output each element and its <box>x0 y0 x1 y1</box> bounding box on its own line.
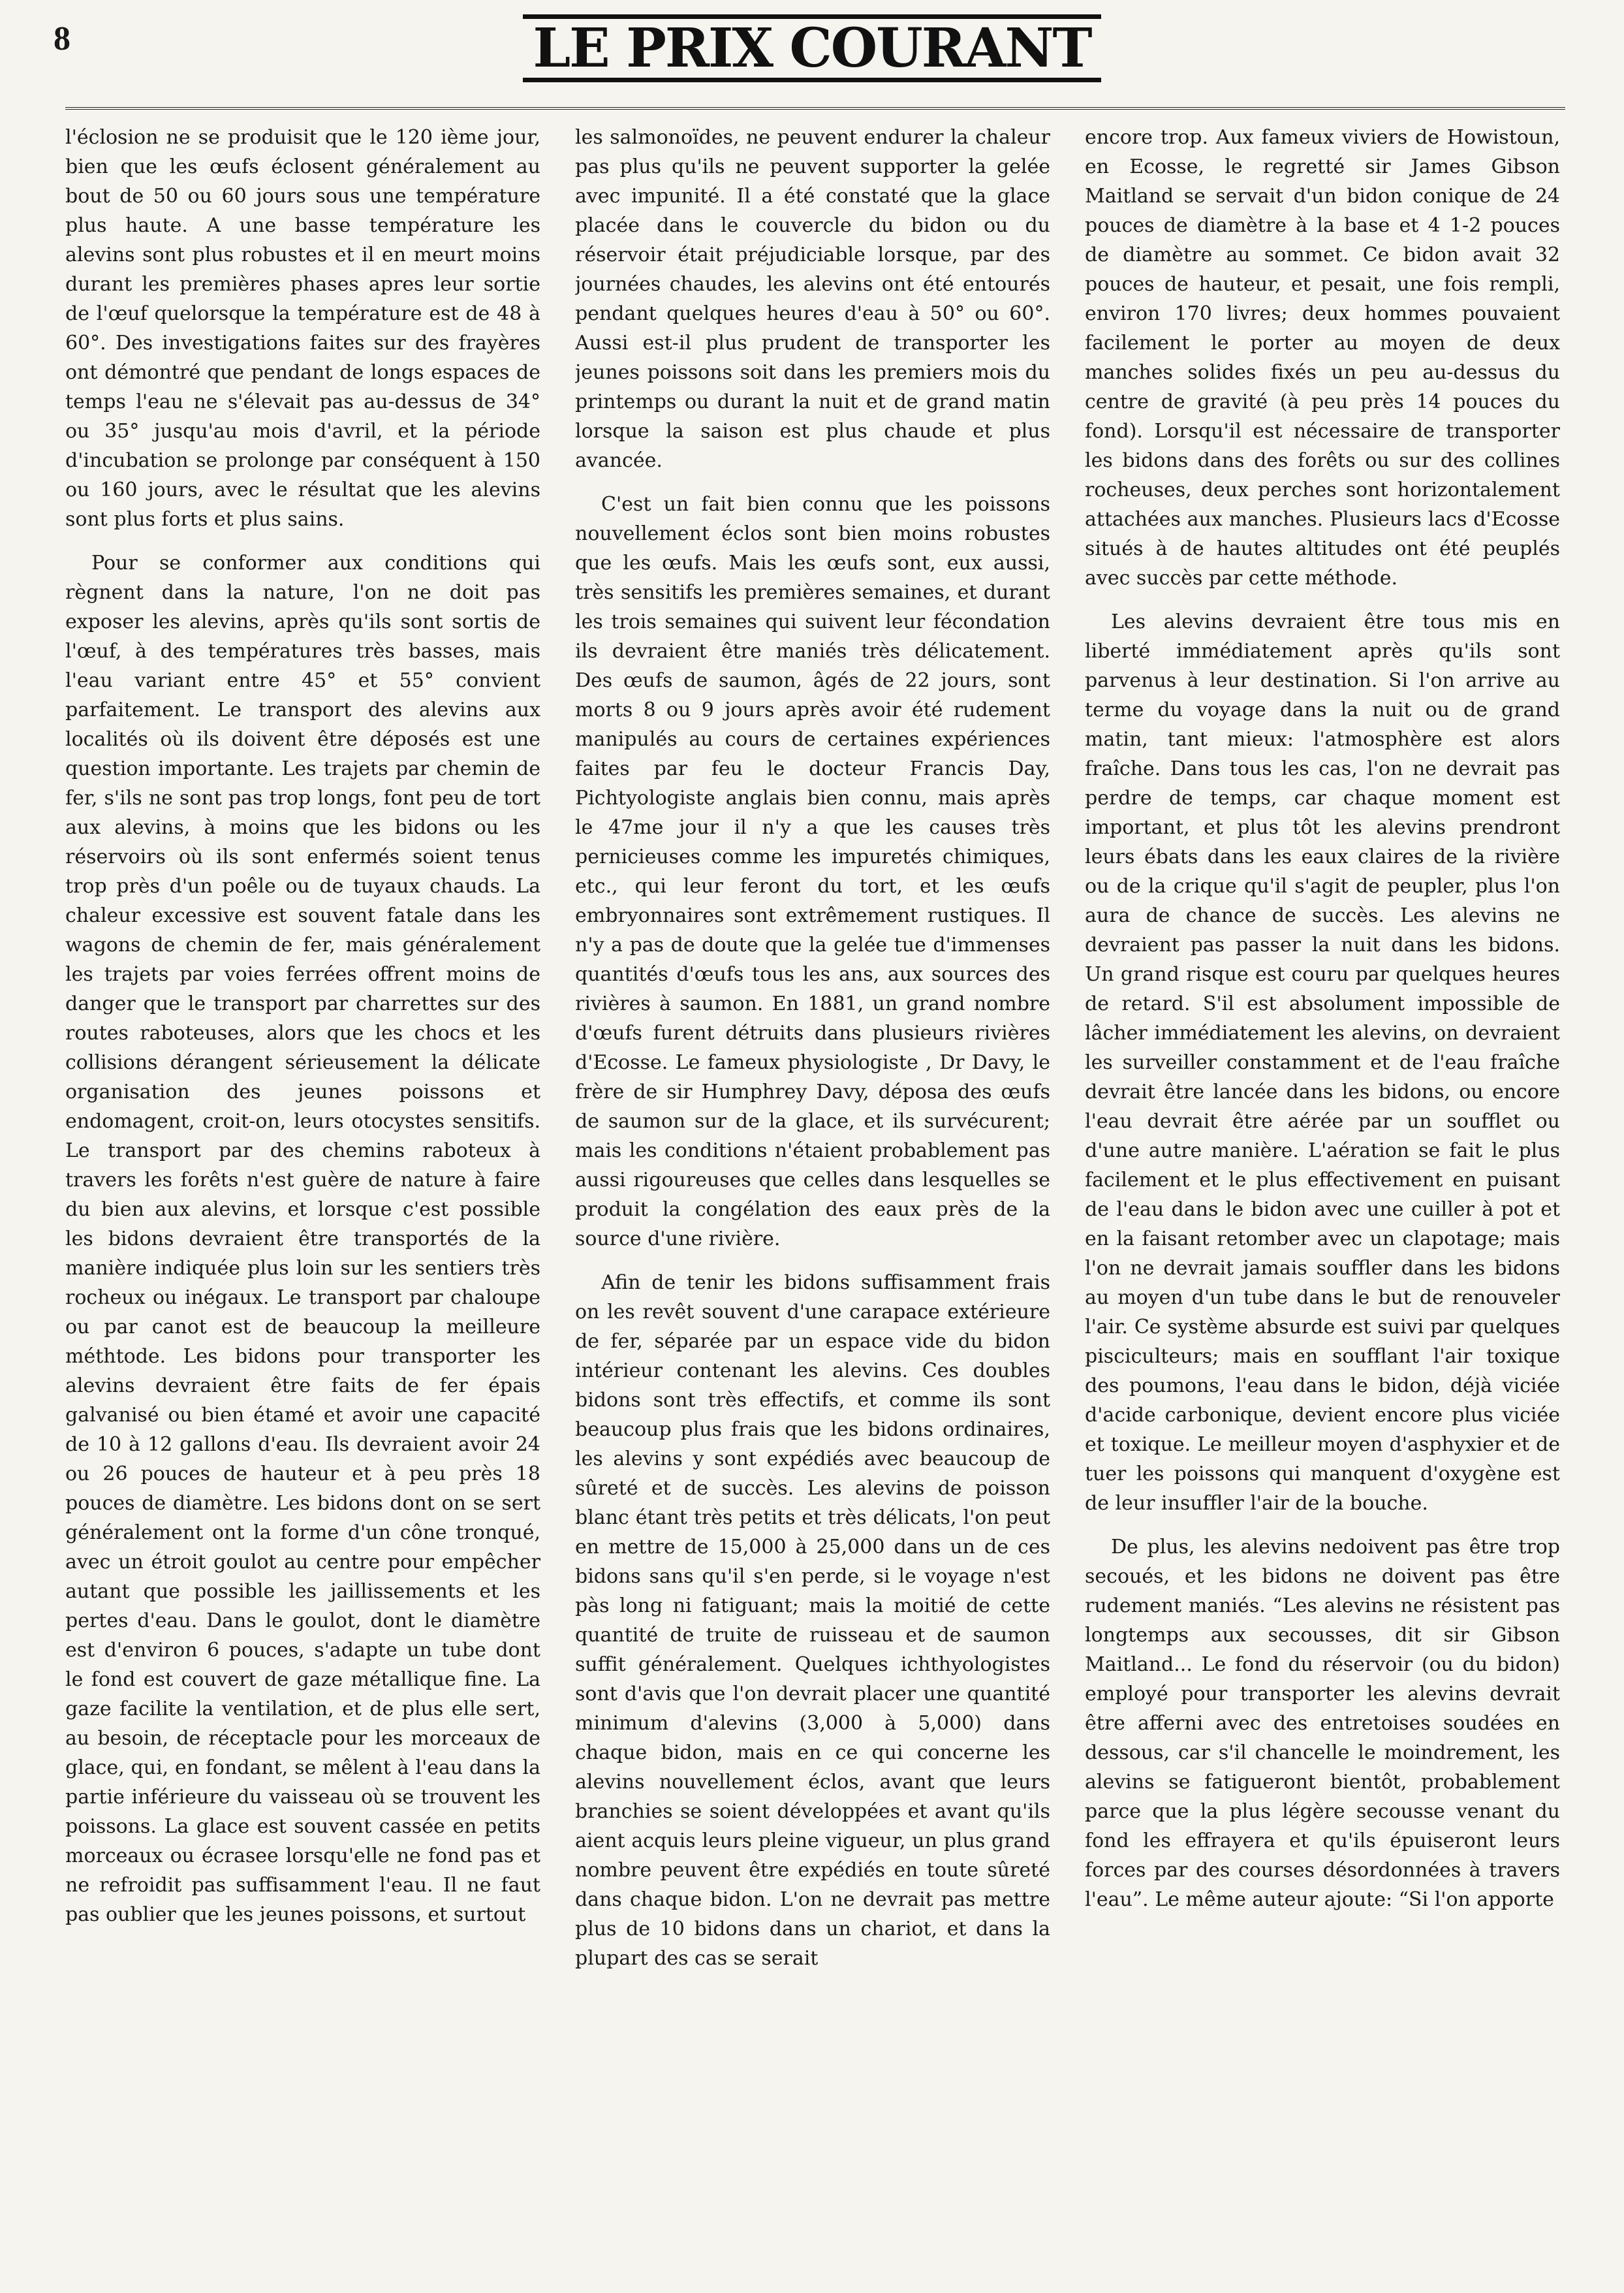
paragraph: De plus, les alevins nedoivent pas être trop secoués, et les bidons ne doivent pas être rudement maniés. “Les alevins ne résistent pas longtemps aux secousses, dit sir Gibson Maitland... Le fond du réservoir (ou du bidon) employé pour transporter les alevins devrait être afferni avec des entretoises soudées en dessous, car s'il chancelle le moindrement, les alevins se fatigueront bientôt, probablement parce que la plus légère secousse venant du fond les effrayera et qu'ils épuiseront leurs forces par des courses désordonnées à travers l'eau”. Le même auteur ajoute: “Si l'on apporte <box>1085 1536 1560 1911</box>
column-1 <box>65 123 540 2277</box>
masthead <box>0 14 1624 82</box>
header-rule <box>65 107 1565 110</box>
article-body <box>65 123 1560 2277</box>
paragraph: Pour se conformer aux conditions qui règnent dans la nature, l'on ne doit pas exposer les alevins, après qu'ils sont sortis de l'œuf, à des températures très basses, mais l'eau variant entre 45° et 55° convient parfaitement. Le transport des alevins aux localités où ils doivent être déposés est une question importante. Les trajets par chemin de fer, s'ils ne sont pas trop longs, font peu de tort aux alevins, à moins que les bidons ou les réservoirs où ils sont enfermés soient tenus trop près d'un poêle ou de tuyaux chauds. La chaleur excessive est souvent fatale dans les wagons de chemin de fer, mais généralement les trajets par voies ferrées offrent moins de danger que le transport par charrettes sur des routes raboteuses, alors que les chocs et les collisions dérangent sérieusement la délicate organisation des jeunes poissons et endomagent, croit-on, leurs otocystes sensitifs. Le transport par des chemins raboteux à travers les forêts n'est guère de nature à faire du bien aux alevins, et lorsque c'est possible les bidons devraient être transportés de la manière indiquée plus loin sur les sentiers très rocheux ou inégaux. Le transport par chaloupe ou par canot est de beaucoup la meilleure méthtode. Les bidons pour transporter les alevins devraient être faits de fer épais galvanisé ou bien étamé et avoir une capacité de 10 à 12 gallons d'eau. Ils devraient avoir 24 ou 26 pouces de hauteur et à peu près 18 pouces de diamètre. Les bidons dont on se sert généralement ont la forme d'un cône tronqué, avec un étroit goulot au centre pour empêcher autant que possible les jaillissements et les pertes d'eau. Dans le goulot, dont le diamètre est d'environ 6 pouces, s'adapte un tube dont le fond est couvert de gaze métallique fine. La gaze facilite la ventilation, et de plus elle sert, au besoin, de réceptacle pour les morceaux de glace, qui, en fondant, se mêlent à l'eau dans la partie inférieure du vaisseau où se trouvent les poissons. La glace est souvent cassée en petits morceaux ou écrasee lorsqu'elle ne fond pas et ne refroidit pas suffisamment l'eau. Il ne faut pas oublier que les jeunes poissons, et surtout <box>65 552 540 1926</box>
paragraph: C'est un fait bien connu que les poissons nouvellement éclos sont bien moins robustes que les œufs. Mais les œufs sont, eux aussi, très sensitifs les premières semaines, et durant les trois semaines qui suivent leur fécondation ils devraient être maniés très délicatement. Des œufs de saumon, âgés de 22 jours, sont morts 8 ou 9 jours après avoir été rudement manipulés au cours de certaines expériences faites par feu le docteur Francis Day, Pichtyologiste anglais bien connu, mais après le 47me jour il n'y a que les causes très pernicieuses comme les impuretés chimiques, etc., qui leur feront du tort, et les œufs embryonnaires sont extrêmement rustiques. Il n'y a pas de doute que la gelée tue d'immenses quantités d'œufs tous les ans, aux sources des rivières à saumon. En 1881, un grand nombre d'œufs furent détruits dans plusieurs rivières d'Ecosse. Le fameux physiologiste , Dr Davy, le frère de sir Humphrey Davy, déposa des œufs de saumon sur de la glace, et ils survécurent; mais les conditions n'étaient probablement pas aussi rigoureuses que celles dans lesquelles se produit la congélation des eaux près de la source d'une rivière. <box>575 493 1050 1250</box>
column-2 <box>575 123 1050 2277</box>
masthead-logo: LE PRIX COURANT <box>523 14 1102 82</box>
paragraph: encore trop. Aux fameux viviers de Howistoun, en Ecosse, le regretté sir James Gibson Maitland se servait d'un bidon conique de 24 pouces de diamètre à la base et 4 1-2 pouces de diamètre au sommet. Ce bidon avait 32 pouces de hauteur, et pesait, une fois rempli, environ 170 livres; deux hommes pouvaient facilement le porter au moyen de deux manches solides fixés un peu au-dessus du centre de gravité (à peu près 14 pouces du fond). Lorsqu'il est nécessaire de transporter les bidons dans des forêts ou sur des collines rocheuses, deux perches sont horizontalement attachées aux manches. Plusieurs lacs d'Ecosse situés à de hautes altitudes ont été peuplés avec succès par cette méthode. <box>1085 126 1560 590</box>
paragraph: Les alevins devraient être tous mis en liberté immédiatement après qu'ils sont parvenus à leur destination. Si l'on arrive au terme du voyage dans la nuit ou de grand matin, tant mieux: l'atmosphère est alors fraîche. Dans tous les cas, l'on ne devrait pas perdre de temps, car chaque moment est important, et plus tôt les alevins prendront leurs ébats dans les eaux claires de la rivière ou de la crique qu'il s'agit de peupler, plus l'on aura de chance de succès. Les alevins ne devraient pas passer la nuit dans les bidons. Un grand risque est couru par quelques heures de retard. S'il est absolument impossible de lâcher immédiatement les alevins, on devraient les surveiller constamment et de l'eau fraîche devrait être lancée dans les bidons, ou encore l'eau devrait être aérée par un soufflet ou d'une autre manière. L'aération se fait le plus facilement et le plus effectivement en puisant de l'eau dans le bidon avec une cuiller à pot et en la faisant retomber avec un clapotage; mais l'on ne devrait jamais souffler dans les bidons au moyen d'un tube dans le but de renouveler l'air. Ce système absurde est suivi par quelques pisciculteurs; mais en soufflant l'air toxique des poumons, l'eau dans le bidon, déjà viciée d'acide carbonique, devient encore plus viciée et toxique. Le meilleur moyen d'asphyxier et de tuer les poissons qui manquent d'oxygène est de leur insuffler l'air de la bouche. <box>1085 610 1560 1515</box>
page-number: 8 <box>54 20 70 57</box>
paragraph: les salmonoïdes, ne peuvent endurer la chaleur pas plus qu'ils ne peuvent supporter la gelée avec impunité. Il a été constaté que la glace placée dans le couvercle du bidon ou du réservoir était préjudiciable lorsque, par des journées chaudes, les alevins ont été entourés pendant quelques heures d'eau à 50° ou 60°. Aussi est-il plus prudent de transporter les jeunes poissons soit dans les premiers mois du printemps ou durant la nuit et de grand matin lorsque la saison est plus chaude et plus avancée. <box>575 126 1050 472</box>
paragraph: l'éclosion ne se produisit que le 120 ième jour, bien que les œufs éclosent généralement au bout de 50 ou 60 jours sous une température plus haute. A une basse température les alevins sont plus robustes et il en meurt moins durant les premières phases apres leur sortie de l'œuf quelorsque la température est de 48 à 60°. Des investigations faites sur des frayères ont démontré que pendant de longs espaces de temps l'eau ne s'élevait pas au-dessus de 34° ou 35° jusqu'au mois d'avril, et la période d'incubation se prolonge par conséquent à 150 ou 160 jours, avec le résultat que les alevins sont plus forts et plus sains. <box>65 126 540 531</box>
paragraph: Afin de tenir les bidons suffisamment frais on les revêt souvent d'une carapace extérieure de fer, séparée par un espace vide du bidon intérieur contenant les alevins. Ces doubles bidons sont très effectifs, et comme ils sont beaucoup plus frais que les bidons ordinaires, les alevins y sont expédiés avec beaucoup de sûreté et de succès. Les alevins de poisson blanc étant très petits et très délicats, l'on peut en mettre de 15,000 à 25,000 dans un de ces bidons sans qu'il s'en perde, si le voyage n'est pàs long ni fatiguant; mais la moitié de cette quantité de truite de ruisseau et de saumon suffit généralement. Quelques ichthyologistes sont d'avis que l'on devrait placer une quantité minimum d'alevins (3,000 à 5,000) dans chaque bidon, mais en ce qui concerne les alevins nouvellement éclos, avant que leurs branchies se soient développées et avant qu'ils aient acquis leurs pleine vigueur, un plus grand nombre peuvent être expédiés en toute sûreté dans chaque bidon. L'on ne devrait pas mettre plus de 10 bidons dans un chariot, et dans la plupart des cas se serait <box>575 1271 1050 1970</box>
column-3 <box>1085 123 1560 2277</box>
